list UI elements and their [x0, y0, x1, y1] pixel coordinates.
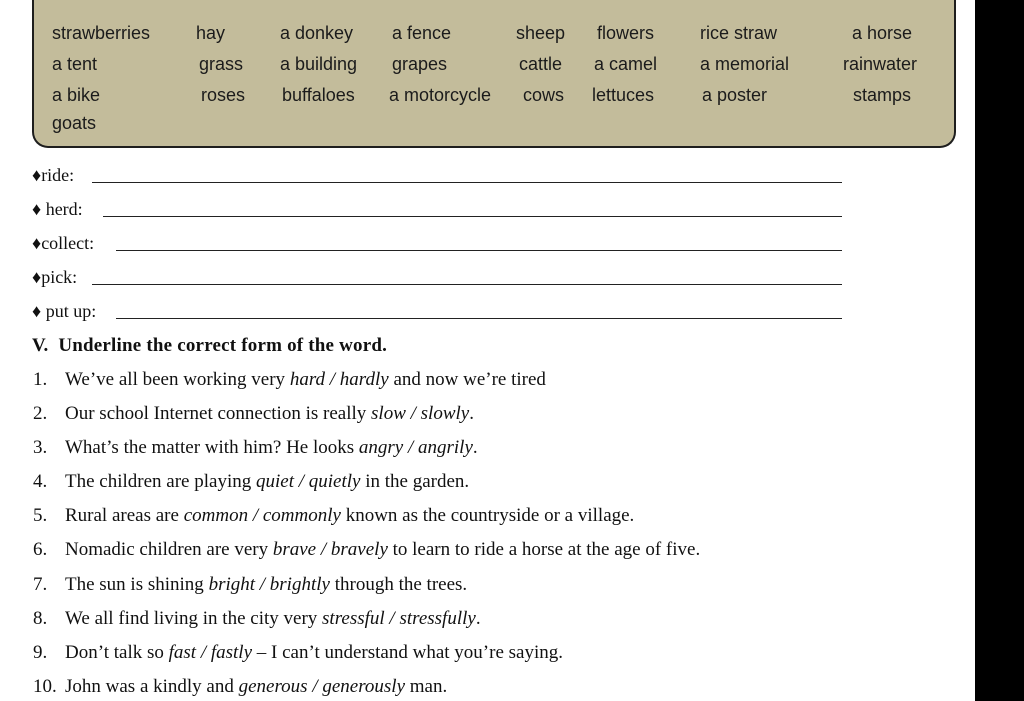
- answer-line[interactable]: [116, 250, 842, 251]
- answer-line[interactable]: [116, 318, 842, 319]
- answer-options[interactable]: brave / bravely: [272, 539, 388, 560]
- category-pick: [32, 265, 842, 289]
- answer-line[interactable]: [103, 216, 842, 217]
- answer-options[interactable]: slow / slowly: [371, 403, 470, 424]
- word-bank-item: lettuces: [592, 85, 655, 105]
- question-item: 6. Nomadic children are very brave / bravely to learn to ride a horse at the age of five.: [33, 539, 701, 560]
- category-label: ♦ put up:: [32, 301, 97, 321]
- question-item: 2. Our school Internet connection is really slow / slowly.: [33, 403, 474, 424]
- section-title: V. Underline the correct form of the word.: [32, 335, 388, 356]
- category-collect: [32, 231, 842, 255]
- word-bank-item: grapes: [392, 54, 448, 74]
- answer-line[interactable]: [92, 284, 842, 285]
- answer-line[interactable]: [92, 182, 842, 183]
- word-bank-item: a motorcycle: [389, 85, 492, 105]
- diamond-bullet-icon: ♦: [32, 199, 42, 219]
- category-label: ♦collect:: [32, 233, 95, 253]
- answer-options[interactable]: generous / generously: [238, 676, 406, 697]
- word-bank-item: a horse: [852, 23, 913, 43]
- word-bank-item: a poster: [702, 85, 768, 105]
- word-bank-item: strawberries: [52, 23, 151, 43]
- word-bank-item: roses: [201, 85, 246, 105]
- word-bank-item: hay: [196, 23, 226, 43]
- word-bank-item: a camel: [594, 54, 658, 74]
- answer-options[interactable]: quiet / quietly: [255, 471, 361, 492]
- diamond-bullet-icon: ♦: [32, 301, 42, 321]
- word-bank-item: a tent: [52, 54, 98, 74]
- category-label: ♦ride:: [32, 165, 75, 185]
- diamond-bullet-icon: ♦: [32, 267, 42, 287]
- question-item: 4. The children are playing quiet / quietly in the garden.: [33, 471, 470, 492]
- word-bank-item: sheep: [516, 23, 566, 43]
- question-item: 7. The sun is shining bright / brightly through the trees.: [33, 574, 468, 595]
- answer-options[interactable]: common / commonly: [183, 505, 341, 526]
- category-label: ♦ herd:: [32, 199, 83, 219]
- word-bank-item: a bike: [52, 85, 101, 105]
- word-bank-item: rainwater: [843, 54, 918, 74]
- word-bank-item: flowers: [597, 23, 655, 43]
- question-item: 5. Rural areas are common / commonly known as the countryside or a village.: [33, 505, 635, 526]
- question-item: 8. We all find living in the city very stressful / stressfully.: [33, 608, 481, 629]
- word-bank-item: a fence: [392, 23, 452, 43]
- word-bank-item: rice straw: [700, 23, 778, 43]
- diamond-bullet-icon: ♦: [32, 165, 42, 185]
- word-bank-item: stamps: [853, 85, 912, 105]
- question-item: 9. Don’t talk so fast / fastly – I can’t understand what you’re saying.: [33, 642, 563, 663]
- word-bank-item: goats: [52, 113, 97, 133]
- word-bank-item: buffaloes: [282, 85, 355, 105]
- diamond-bullet-icon: ♦: [32, 233, 42, 253]
- category-herd: [32, 197, 842, 221]
- word-bank-item: grass: [199, 54, 244, 74]
- answer-options[interactable]: stressful / stressfully: [322, 608, 476, 629]
- answer-options[interactable]: fast / fastly: [168, 642, 253, 663]
- word-bank-item: a building: [280, 54, 358, 74]
- question-item: 3. What’s the matter with him? He looks angry / angrily.: [33, 437, 478, 458]
- word-bank-item: a donkey: [280, 23, 354, 43]
- answer-options[interactable]: bright / brightly: [208, 574, 330, 595]
- answer-options[interactable]: angry / angrily: [358, 437, 473, 458]
- category-ride: [32, 163, 842, 187]
- word-bank-item: a memorial: [700, 54, 790, 74]
- word-bank-box: [32, 0, 956, 148]
- category-put-up: [32, 299, 842, 323]
- word-bank-item: cows: [523, 85, 565, 105]
- question-item: 10. John was a kindly and generous / generously man.: [33, 676, 448, 697]
- answer-options[interactable]: hard / hardly: [289, 369, 389, 390]
- question-item: 1. We’ve all been working very hard / hardly and now we’re tired: [33, 369, 546, 390]
- word-bank-item: cattle: [519, 54, 563, 74]
- category-label: ♦pick:: [32, 267, 78, 287]
